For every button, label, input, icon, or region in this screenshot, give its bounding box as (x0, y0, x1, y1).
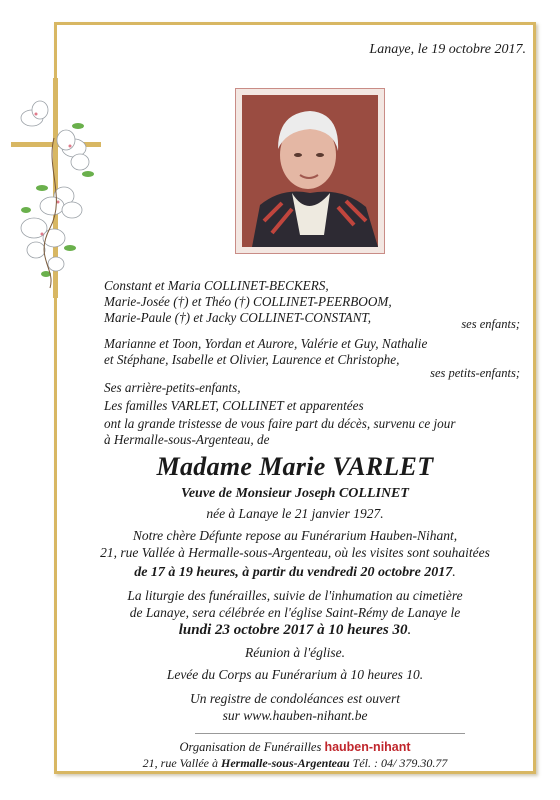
grandchildren-list (104, 336, 427, 368)
footer-org (60, 740, 530, 755)
visiting-hours (60, 565, 530, 581)
footer-address (60, 756, 530, 771)
visiting-hours-text: de 17 à 19 heures, à partir du vendredi 20 octobre 2017 (134, 565, 453, 580)
families-line: Les familles VARLET, COLLINET et apparentées (104, 398, 364, 413)
grandchildren-line: et Stéphane, Isabelle et Olivier, Laurence et Christophe, (104, 352, 400, 367)
great-grandchildren: Ses arrière-petits-enfants, (104, 380, 241, 395)
liturgy-line: La liturgie des funérailles, suivie de l'inhumation au cimetière (127, 588, 463, 603)
birth-line: née à Lanaye le 21 janvier 1927. (206, 506, 384, 521)
liturgy-text (60, 587, 530, 621)
deceased-name: Madame Marie VARLET (156, 452, 434, 481)
grandchildren-label: ses petits-enfants; (430, 366, 520, 380)
widow-of: Veuve de Monsieur Joseph COLLINET (181, 486, 409, 501)
footer-org-label: Organisation de Funérailles (179, 740, 322, 754)
registry-line: Un registre de condoléances est ouvert (189, 691, 401, 706)
registry-text (60, 690, 530, 724)
ceremony-date (60, 622, 530, 639)
cross-with-flowers-icon (6, 78, 106, 298)
announcement-line: ont la grande tristesse de vous faire part du décès, survenu ce jour (104, 416, 456, 431)
repose-text (60, 527, 530, 561)
children-list (104, 278, 392, 326)
announcement-line: à Hermalle-sous-Argenteau, de (104, 432, 270, 447)
ceremony-date-end: . (407, 622, 412, 638)
child-line: Constant et Maria COLLINET-BECKERS, (104, 278, 329, 293)
grandchildren-line: Marianne et Toon, Yordan et Aurore, Valérie et Guy, Nathalie (104, 336, 428, 351)
footer-phone: Tél. : 04/ 379.30.77 (352, 756, 448, 770)
ceremony-date-text: lundi 23 octobre 2017 à 10 heures 30 (178, 622, 408, 638)
announcement (104, 416, 456, 448)
repose-line: 21, rue Vallée à Hermalle-sous-Argenteau, où les visites sont souhaitées (100, 545, 490, 560)
footer-divider (195, 733, 465, 734)
footer-address-town: Hermalle-sous-Argenteau (220, 756, 350, 770)
brand-logo: hauben-nihant (324, 740, 411, 754)
footer-address-street: 21, rue Vallée à (142, 756, 221, 770)
visiting-hours-end: . (452, 565, 456, 580)
meeting-line: Réunion à l'église. (245, 645, 345, 660)
children-label: ses enfants; (461, 317, 520, 331)
child-line: Marie-Paule (†) et Jacky COLLINET-CONSTANT, (104, 310, 372, 325)
levee-line: Levée du Corps au Funérarium à 10 heures 10. (166, 667, 424, 682)
registry-url: sur www.hauben-nihant.be (222, 708, 368, 723)
child-line: Marie-Josée (†) et Théo (†) COLLINET-PEERBOOM, (104, 294, 392, 309)
repose-line: Notre chère Défunte repose au Funérarium Hauben-Nihant, (132, 528, 458, 543)
portrait-photo (235, 88, 385, 254)
liturgy-line: de Lanaye, sera célébrée en l'église Saint-Rémy de Lanaye le (129, 605, 461, 620)
date-line: Lanaye, le 19 octobre 2017. (369, 42, 526, 57)
